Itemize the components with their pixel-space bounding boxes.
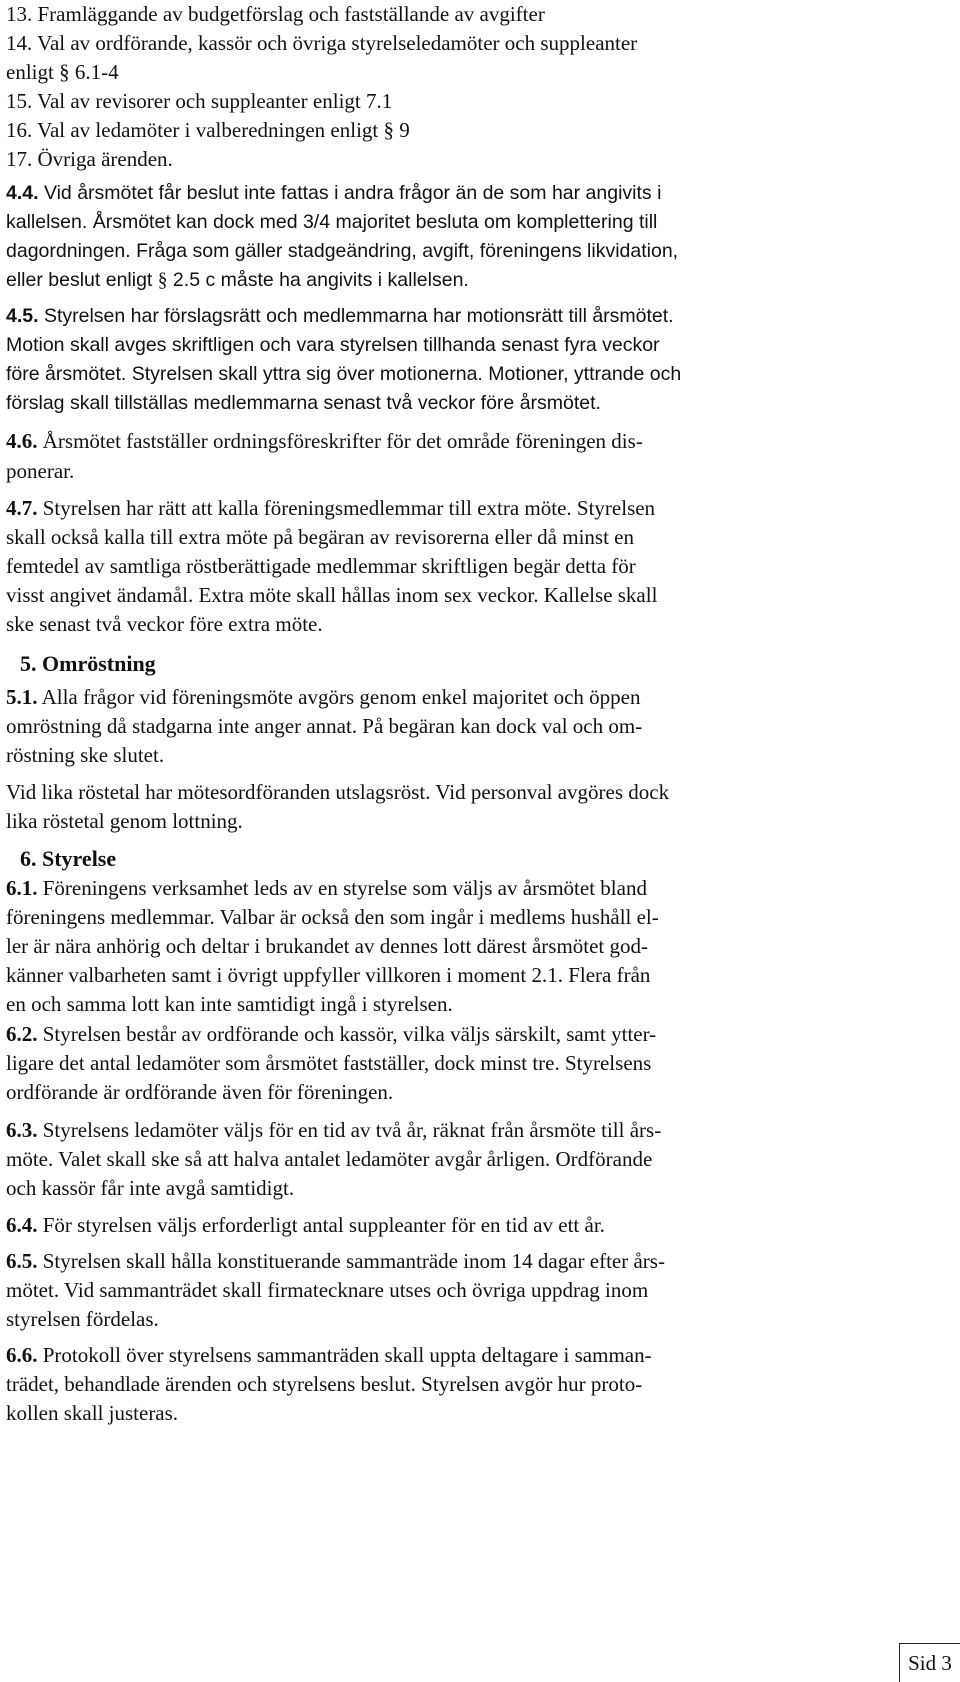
clause-number: 4.4.	[6, 182, 39, 204]
text-segment: röstning ske slutet.	[6, 743, 165, 767]
text-line	[6, 874, 647, 904]
text-segment: Styrelsen har förslagsrätt och medlemmarna har motionsrätt till årsmötet.	[38, 305, 674, 327]
text-line	[6, 1341, 652, 1371]
text-line	[6, 266, 469, 296]
text-segment: möte. Valet skall ske så att halva antalet ledamöter avgår årligen. Ordförande	[6, 1147, 653, 1171]
text-segment: Vid årsmötet får beslut inte fattas i andra frågor än de som har angivits i	[38, 182, 662, 204]
text-segment: förslag skall tillställas medlemmarna senast två veckor före årsmötet.	[6, 392, 601, 414]
text-line	[6, 683, 641, 713]
section-sign: §	[383, 118, 394, 142]
text-segment: kollen skall justeras.	[6, 1401, 179, 1425]
text-line	[6, 1305, 159, 1335]
text-segment: omröstning då stadgarna inte anger annat. På begäran kan dock val och om-	[6, 714, 643, 738]
text-segment: Motion skall avges skriftligen och vara styrelsen tillhanda senast fyra veckor	[6, 334, 660, 356]
text-line	[6, 1116, 661, 1146]
text-line	[6, 778, 669, 808]
text-segment: Vid lika röstetal har mötesordföranden utslagsröst. Vid personval avgöres dock	[6, 780, 670, 804]
text-line	[6, 208, 657, 238]
text-segment: Styrelsen består av ordförande och kassör, vilka väljs särskilt, samt ytter-	[37, 1022, 657, 1046]
text-segment: visst angivet ändamål. Extra möte skall hållas inom sex veckor. Kallelse skall	[6, 583, 658, 607]
text-segment: ler är nära anhörig och deltar i brukandet av dennes lott därest årsmötet god-	[6, 934, 649, 958]
text-segment: och kassör får inte avgå samtidigt.	[6, 1176, 295, 1200]
text-line	[6, 29, 637, 59]
text-line	[6, 0, 545, 30]
section-heading	[20, 845, 116, 875]
text-segment: mötet. Vid sammanträdet skall firmatecknare utses och övriga uppdrag inom	[6, 1278, 649, 1302]
clause-number: 6.2.	[6, 1022, 38, 1046]
clause-number: 4.7.	[6, 496, 38, 520]
text-segment: ligare det antal ledamöter som årsmötet fastställer, dock minst tre. Styrelsens	[6, 1051, 652, 1075]
text-line	[6, 1276, 648, 1306]
text-line	[6, 903, 659, 933]
text-line	[6, 523, 634, 553]
text-line	[6, 427, 643, 457]
text-segment: 9	[394, 118, 410, 142]
text-line	[6, 58, 119, 88]
text-segment: För styrelsen väljs erforderligt antal suppleanter för en tid av ett år.	[37, 1213, 605, 1237]
text-segment: Styrelsen har rätt att kalla föreningsmedlemmar till extra möte. Styrelsen	[37, 496, 656, 520]
text-segment: före årsmötet. Styrelsen skall yttra sig över motionerna. Motioner, yttrande och	[6, 363, 682, 385]
section-sign: §	[59, 60, 70, 84]
text-segment: kallelsen. Årsmötet kan dock med 3/4 majoritet besluta om komplettering till	[6, 211, 658, 233]
text-segment: 14. Val av ordförande, kassör och övriga styrelseledamöter och suppleanter	[6, 31, 638, 55]
section-sign: §	[157, 270, 168, 291]
text-segment: Styrelsens ledamöter väljs för en tid av två år, räknat från årsmöte till års-	[37, 1118, 662, 1142]
text-line	[6, 389, 601, 419]
clause-number: 6.6.	[6, 1343, 38, 1367]
text-segment: 13. Framläggande av budgetförslag och fastställande av avgifter	[6, 2, 545, 26]
text-segment: föreningens medlemmar. Valbar är också den som ingår i medlems hushåll el-	[6, 905, 659, 929]
text-segment: 16. Val av ledamöter i valberedningen enligt	[6, 118, 384, 142]
text-segment: en och samma lott kan inte samtidigt ingå i styrelsen.	[6, 992, 453, 1016]
text-line	[6, 360, 681, 390]
section-heading	[20, 650, 156, 680]
text-segment: Alla frågor vid föreningsmöte avgörs genom enkel majoritet och öppen	[37, 685, 641, 709]
text-line	[6, 552, 636, 582]
text-line	[6, 1174, 294, 1204]
text-segment: eller beslut enligt	[6, 269, 158, 291]
text-segment: känner valbarheten samt i övrigt uppfyller villkoren i moment 2.1. Flera från	[6, 963, 651, 987]
text-line	[6, 116, 410, 146]
clause-number: 6.5.	[6, 1249, 38, 1273]
text-line	[6, 179, 661, 209]
text-line	[6, 1247, 665, 1277]
clause-number: 4.5.	[6, 305, 39, 327]
text-segment: 15. Val av revisorer och suppleanter enligt 7.1	[6, 89, 393, 113]
text-segment: Styrelsen skall hålla konstituerande sammanträde inom 14 dagar efter års-	[37, 1249, 665, 1273]
text-line	[6, 932, 648, 962]
clause-number: 6.4.	[6, 1213, 38, 1237]
text-line	[6, 302, 674, 332]
text-line	[6, 1399, 178, 1429]
clause-number: 6.3.	[6, 1118, 38, 1142]
text-line	[6, 237, 678, 267]
text-line	[6, 1020, 656, 1050]
text-line	[6, 145, 173, 175]
text-segment: dagordningen. Fråga som gäller stadgeändring, avgift, föreningens likvidation,	[6, 240, 679, 262]
text-line	[6, 807, 243, 837]
text-segment: Föreningens verksamhet leds av en styrelse som väljs av årsmötet bland	[37, 876, 647, 900]
text-segment: 17. Övriga ärenden.	[6, 147, 173, 171]
text-line	[6, 87, 392, 117]
text-line	[6, 331, 660, 361]
clause-number: 5. Omröstning	[20, 651, 156, 676]
text-segment: 6.1-4	[69, 60, 119, 84]
text-line	[6, 1078, 393, 1108]
clause-number: 4.6.	[6, 429, 38, 453]
text-line	[6, 494, 655, 524]
text-segment: styrelsen fördelas.	[6, 1307, 159, 1331]
text-segment: 2.5 c måste ha angivits i kallelsen.	[167, 269, 469, 291]
text-segment: trädet, behandlade ärenden och styrelsens beslut. Styrelsen avgör hur proto-	[6, 1372, 643, 1396]
text-line	[6, 741, 164, 771]
text-line	[6, 1370, 642, 1400]
text-segment: ponerar.	[6, 459, 75, 483]
text-line	[6, 990, 453, 1020]
text-segment: lika röstetal genom lottning.	[6, 809, 243, 833]
text-segment: ske senast två veckor före extra möte.	[6, 612, 323, 636]
text-segment: femtedel av samtliga röstberättigade medlemmar skriftligen begär detta för	[6, 554, 636, 578]
clause-number: 5.1.	[6, 685, 38, 709]
text-line	[6, 457, 74, 487]
text-segment: ordförande är ordförande även för föreningen.	[6, 1080, 394, 1104]
page-number: Sid 3	[899, 1643, 960, 1682]
text-line	[6, 610, 323, 640]
text-line	[6, 961, 650, 991]
text-line	[6, 712, 642, 742]
clause-number: 6.1.	[6, 876, 38, 900]
text-line	[6, 1049, 651, 1079]
clause-number: 6. Styrelse	[20, 846, 117, 871]
text-segment: skall också kalla till extra möte på begäran av revisorerna eller då minst en	[6, 525, 635, 549]
text-line	[6, 1145, 652, 1175]
text-line	[6, 581, 657, 611]
text-line	[6, 1211, 605, 1241]
text-segment: Årsmötet fastställer ordningsföreskrifter för det område föreningen dis-	[37, 429, 643, 453]
text-segment: enligt	[6, 60, 60, 84]
text-segment: Protokoll över styrelsens sammanträden skall uppta deltagare i samman-	[37, 1343, 652, 1367]
